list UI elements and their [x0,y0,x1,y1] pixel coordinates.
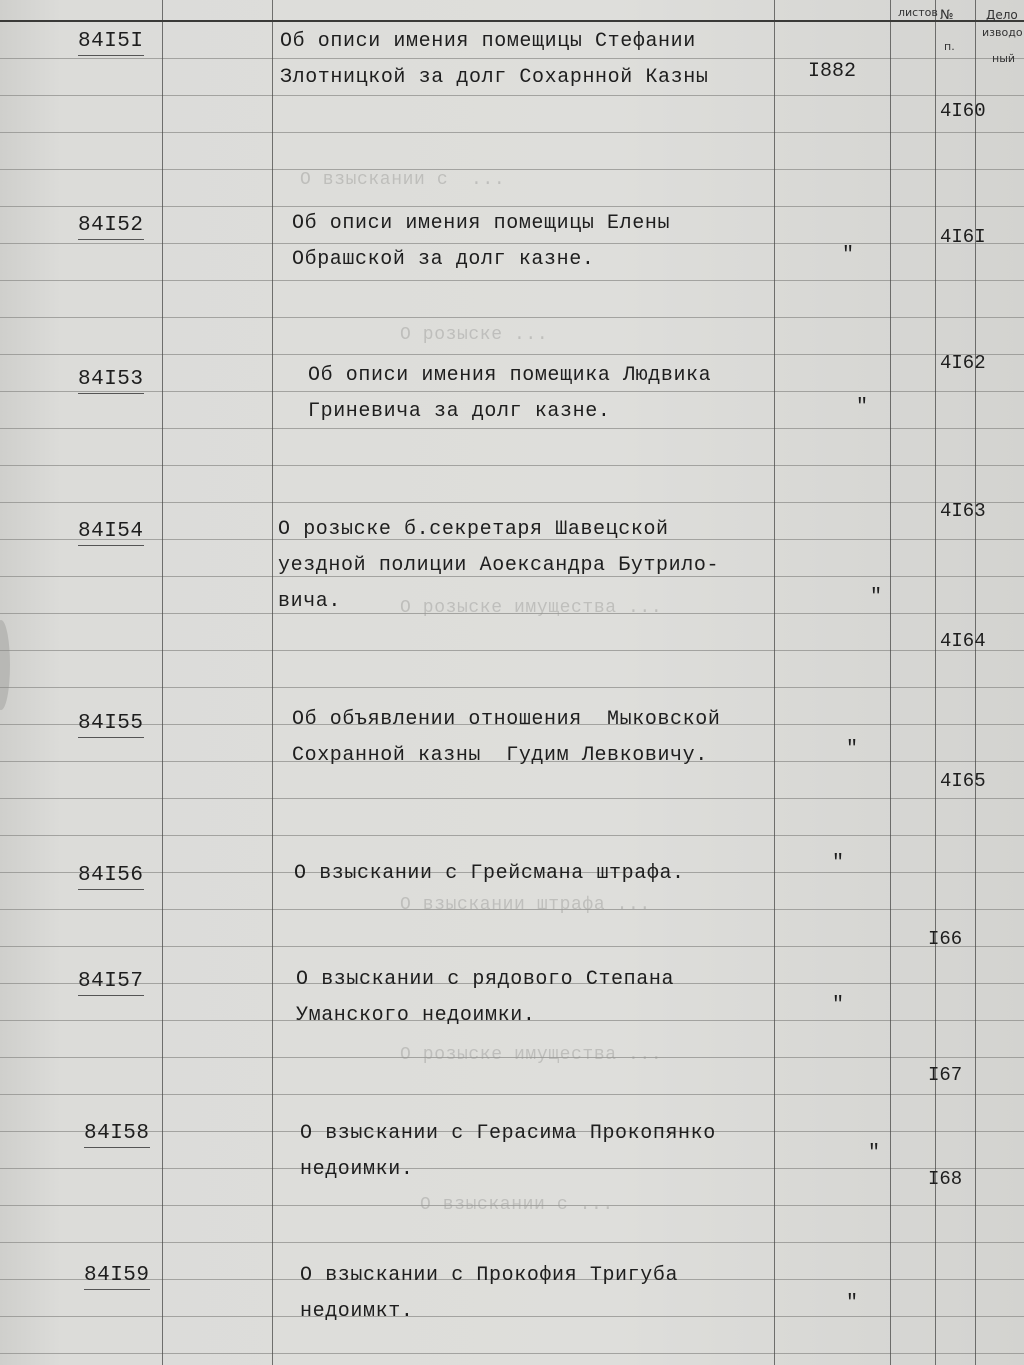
entry-number: 84I58 [84,1122,150,1148]
ruled-line [0,946,1024,947]
entry-folio: 4I65 [940,770,986,792]
ditto-mark: " [832,852,845,875]
header-no: № [940,8,954,23]
ditto-mark: " [832,994,845,1017]
bleed-through: О розыске имущества ... [400,1045,663,1065]
entry-number: 84I56 [78,864,144,890]
entry-number: 84I59 [84,1264,150,1290]
bleed-through: О розыске имущества ... [400,598,663,618]
entry-folio: 4I60 [940,100,986,122]
header-record: Дело [986,8,1018,22]
bleed-through: О взыскании с ... [300,170,506,190]
column-line-year [774,0,775,1365]
entry-title: О взыскании с Грейсмана штрафа. [294,862,685,885]
entry-title: Об описи имения помещика Людвика Гриневича за долг казне. [308,364,712,423]
ruled-line [0,465,1024,466]
entry-folio: 4I62 [940,352,986,374]
ruled-line [0,687,1024,688]
entry-folio: I68 [928,1168,963,1190]
entry-number: 84I52 [78,214,144,240]
entry-folio: I66 [928,928,963,950]
ruled-line [0,502,1024,503]
entry-number: 84I53 [78,368,144,394]
entry-folio: I67 [928,1064,963,1086]
ruled-line [0,354,1024,355]
entry-title: О взыскании с Герасима Прокопянко недоимки. [300,1122,716,1181]
entry-title: Об объявлении отношения Мыковской Сохранной казны Гудим Левковичу. [292,708,721,767]
header-sheets: листов [898,6,938,19]
ditto-mark: " [846,738,859,761]
binding-hole [0,620,10,710]
column-line-record [975,0,976,1365]
ruled-line [0,169,1024,170]
ruled-line [0,650,1024,651]
bleed-through: О взыскании с ... [420,1195,614,1215]
entry-title: О взыскании с Прокофия Тригуба недоимкт. [300,1264,679,1323]
ditto-mark: " [870,586,883,609]
ruled-line [0,798,1024,799]
entry-number: 84I54 [78,520,144,546]
ruled-line [0,835,1024,836]
column-line-sheets [890,0,891,1365]
bleed-through: О взыскании штрафа ... [400,895,651,915]
entry-folio: 4I63 [940,500,986,522]
ruled-line [0,1353,1024,1354]
ditto-mark: " [856,396,869,419]
header-no-sub: п. [944,40,955,53]
ditto-mark: " [846,1292,859,1315]
header-record-sub1: изводо [982,26,1023,39]
ruled-line [0,1242,1024,1243]
entry-folio: 4I64 [940,630,986,652]
entry-title: О взыскании с рядового Степана Уманского недоимки. [296,968,675,1027]
entry-title: О розыске б.секретаря Шавецской уездной полиции Аоександра Бутрило- вича. [278,518,720,613]
header-rule [0,20,1024,22]
entry-title: Об описи имения помещицы Елены Обрашской за долг казне. [292,212,671,271]
ditto-mark: " [842,244,855,267]
entry-number: 84I55 [78,712,144,738]
ruled-line [0,317,1024,318]
ruled-line [0,280,1024,281]
ruled-line [0,1094,1024,1095]
entry-folio: 4I6I [940,226,986,248]
column-line-folio [935,0,936,1365]
column-line-number [162,0,163,1365]
entry-number: 84I5I [78,30,144,56]
ditto-mark: " [868,1142,881,1165]
entry-number: 84I57 [78,970,144,996]
header-record-sub2: ный [992,52,1016,65]
bleed-through: О розыске ... [400,325,549,345]
ruled-line [0,132,1024,133]
entry-year: I882 [808,60,857,83]
entry-title: Об описи имения помещицы Стефании Злотницкой за долг Сохарнной Казны [280,30,709,89]
column-line-title [272,0,273,1365]
